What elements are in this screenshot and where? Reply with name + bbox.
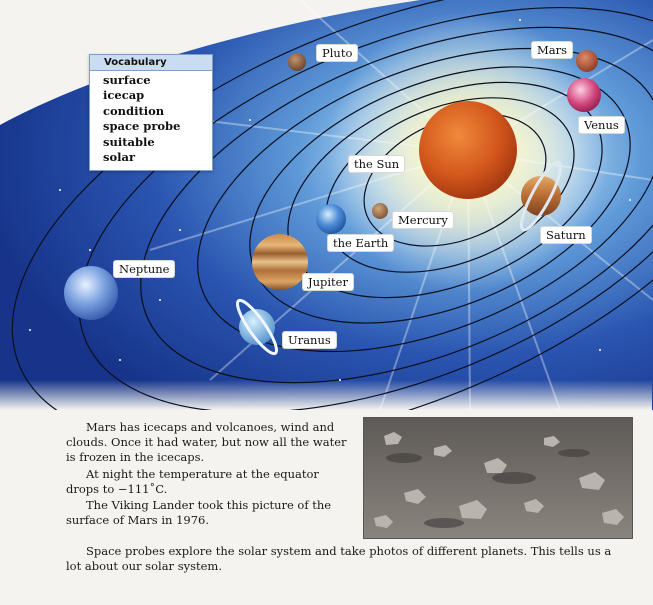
earth	[316, 204, 346, 234]
mars-paragraph-3: The Viking Lander took this picture of the surface of Mars in 1976.	[66, 498, 332, 528]
vocabulary-item: solar	[103, 150, 136, 165]
label-saturn: Saturn	[540, 226, 592, 244]
sun	[419, 101, 517, 199]
vocabulary-box	[89, 54, 213, 171]
pluto	[288, 53, 306, 71]
mars	[576, 50, 598, 72]
mars-paragraph-2: At night the temperature at the equator drops to −111˚C.	[66, 467, 319, 497]
label-pluto: Pluto	[316, 44, 358, 62]
label-mercury: Mercury	[392, 211, 454, 229]
vocabulary-item: icecap	[103, 88, 145, 103]
label-mars: Mars	[531, 41, 573, 59]
vocabulary-item: space probe	[103, 119, 181, 134]
label-venus: Venus	[578, 116, 625, 134]
mars-surface-photo	[363, 417, 633, 539]
label-jupiter: Jupiter	[302, 273, 354, 291]
vocabulary-item: surface	[103, 73, 151, 87]
mercury	[372, 203, 388, 219]
jupiter	[252, 234, 308, 290]
mars-paragraph-1: Mars has icecaps and volcanoes, wind and clouds. Once it had water, but now all the water is frozen in the icecaps.	[66, 420, 347, 465]
vocabulary-list	[90, 73, 212, 165]
vocabulary-item: suitable	[103, 134, 155, 149]
vocabulary-item: condition	[103, 103, 165, 118]
label-earth: the Earth	[327, 234, 394, 252]
label-neptune: Neptune	[113, 260, 175, 278]
neptune	[64, 266, 118, 320]
venus	[567, 78, 601, 112]
vocabulary-title: Vocabulary	[90, 55, 212, 71]
label-uranus: Uranus	[282, 331, 337, 349]
label-sun: the Sun	[348, 155, 405, 173]
space-probes-paragraph: Space probes explore the solar system and take photos of different planets. This tells us a lot about our solar system.	[66, 544, 612, 574]
